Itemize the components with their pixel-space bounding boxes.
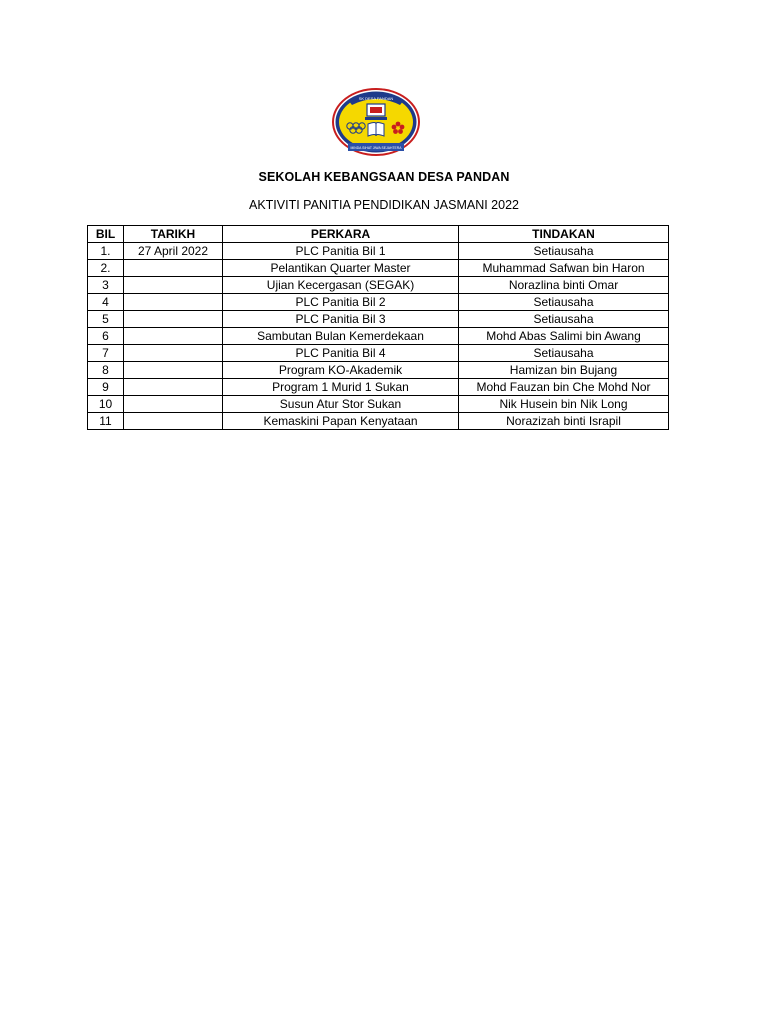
cell-perkara: PLC Panitia Bil 2 bbox=[223, 294, 459, 311]
cell-bil: 10 bbox=[88, 396, 124, 413]
table-row bbox=[88, 396, 669, 413]
column-header-bil: BIL bbox=[88, 226, 124, 243]
cell-bil: 2. bbox=[88, 260, 124, 277]
cell-tarikh bbox=[124, 396, 223, 413]
cell-perkara: Pelantikan Quarter Master bbox=[223, 260, 459, 277]
cell-tindakan: Setiausaha bbox=[459, 345, 669, 362]
cell-tarikh bbox=[124, 413, 223, 430]
column-header-perkara: PERKARA bbox=[223, 226, 459, 243]
cell-bil: 6 bbox=[88, 328, 124, 345]
activities-table bbox=[87, 225, 669, 430]
cell-bil: 8 bbox=[88, 362, 124, 379]
cell-perkara: Ujian Kecergasan (SEGAK) bbox=[223, 277, 459, 294]
table-header-row bbox=[88, 226, 669, 243]
cell-tindakan: Setiausaha bbox=[459, 243, 669, 260]
table-row bbox=[88, 243, 669, 260]
cell-bil: 1. bbox=[88, 243, 124, 260]
table-row bbox=[88, 328, 669, 345]
logo-ribbon-text: MINDA SIHAT JIWA SEJAHTERA bbox=[350, 145, 402, 150]
table-row bbox=[88, 260, 669, 277]
cell-tarikh bbox=[124, 311, 223, 328]
table-row bbox=[88, 345, 669, 362]
cell-tarikh bbox=[124, 260, 223, 277]
cell-perkara: Kemaskini Papan Kenyataan bbox=[223, 413, 459, 430]
cell-bil: 7 bbox=[88, 345, 124, 362]
school-logo bbox=[330, 86, 422, 162]
cell-bil: 3 bbox=[88, 277, 124, 294]
table-row bbox=[88, 294, 669, 311]
cell-tarikh bbox=[124, 345, 223, 362]
table-row bbox=[88, 362, 669, 379]
column-header-tindakan: TINDAKAN bbox=[459, 226, 669, 243]
column-header-tarikh: TARIKH bbox=[124, 226, 223, 243]
document-title: AKTIVITI PANITIA PENDIDIKAN JASMANI 2022 bbox=[249, 198, 519, 212]
cell-perkara: Sambutan Bulan Kemerdekaan bbox=[223, 328, 459, 345]
cell-bil: 9 bbox=[88, 379, 124, 396]
table-row bbox=[88, 277, 669, 294]
logo-yellow-field bbox=[339, 95, 413, 149]
table-row bbox=[88, 311, 669, 328]
cell-bil: 11 bbox=[88, 413, 124, 430]
cell-tarikh bbox=[124, 328, 223, 345]
cell-tindakan: Hamizan bin Bujang bbox=[459, 362, 669, 379]
cell-tarikh: 27 April 2022 bbox=[124, 243, 223, 260]
cell-bil: 5 bbox=[88, 311, 124, 328]
cell-tarikh bbox=[124, 277, 223, 294]
cell-tarikh bbox=[124, 379, 223, 396]
cell-tarikh bbox=[124, 294, 223, 311]
cell-perkara: Program 1 Murid 1 Sukan bbox=[223, 379, 459, 396]
cell-tindakan: Mohd Abas Salimi bin Awang bbox=[459, 328, 669, 345]
table-row bbox=[88, 413, 669, 430]
cell-bil: 4 bbox=[88, 294, 124, 311]
cell-perkara: PLC Panitia Bil 4 bbox=[223, 345, 459, 362]
cell-tindakan: Mohd Fauzan bin Che Mohd Nor bbox=[459, 379, 669, 396]
cell-tindakan: Norazizah binti Israpil bbox=[459, 413, 669, 430]
cell-perkara: Program KO-Akademik bbox=[223, 362, 459, 379]
logo-banner-text: SK DESA PANDAN bbox=[358, 96, 394, 101]
cell-tindakan: Norazlina binti Omar bbox=[459, 277, 669, 294]
cell-perkara: Susun Atur Stor Sukan bbox=[223, 396, 459, 413]
school-name: SEKOLAH KEBANGSAAN DESA PANDAN bbox=[258, 170, 510, 184]
cell-tindakan: Setiausaha bbox=[459, 311, 669, 328]
cell-perkara: PLC Panitia Bil 3 bbox=[223, 311, 459, 328]
cell-tarikh bbox=[124, 362, 223, 379]
cell-perkara: PLC Panitia Bil 1 bbox=[223, 243, 459, 260]
table-row bbox=[88, 379, 669, 396]
cell-tindakan: Nik Husein bin Nik Long bbox=[459, 396, 669, 413]
cell-tindakan: Setiausaha bbox=[459, 294, 669, 311]
cell-tindakan: Muhammad Safwan bin Haron bbox=[459, 260, 669, 277]
